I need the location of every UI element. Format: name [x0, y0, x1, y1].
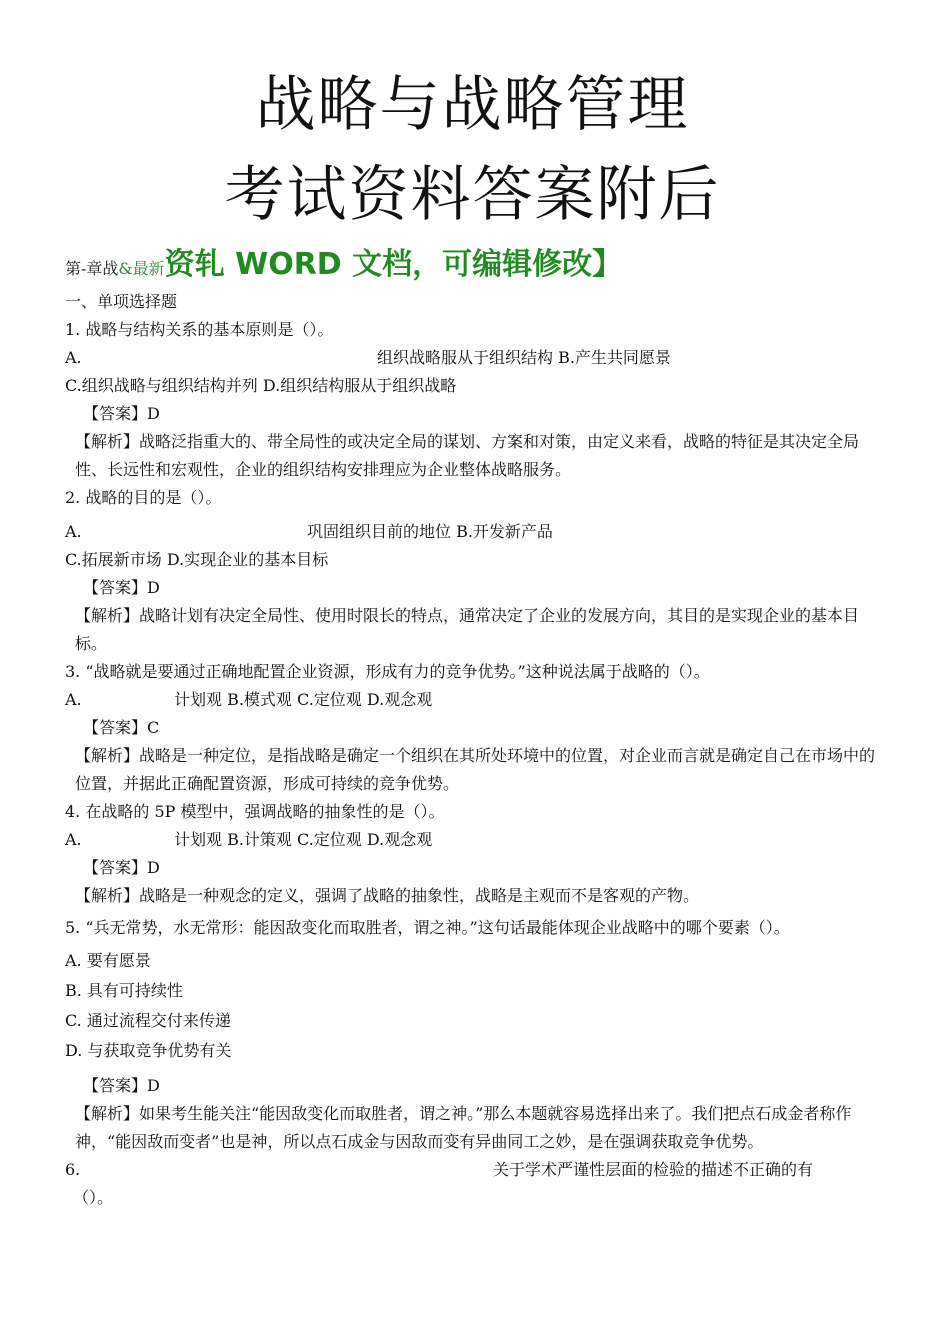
q1-opt-a-rest: 组织战略服从于组织结构 B.产生共同愿景 — [377, 348, 671, 367]
q3-opt-a-rest: 计划观 B.模式观 C.定位观 D.观念观 — [174, 690, 433, 709]
latest-label: &最新 — [118, 259, 165, 278]
q4-analysis: 【解析】战略是一种观念的定义，强调了战略的抽象性，战略是主观而不是客观的产物。 — [75, 886, 700, 905]
q5-options — [65, 946, 880, 1066]
q6-tail: （）。 — [73, 1188, 114, 1207]
q3-analysis: 【解析】战略是一种定位，是指战略是确定一个组织在其所处环境中的位置，对企业而言就是确定自己在市场中的位置，并据此正确配置资源，形成可持续的竞争优势。 — [75, 746, 876, 793]
document-title-line2: 考试资料答案附后 — [224, 160, 721, 230]
q6-stem: 关于学术严谨性层面的检验的描述不正确的有 — [493, 1160, 814, 1179]
q1-analysis: 【解析】战略泛指重大的、带全局性的或决定全局的谋划、方案和对策，由定义来看，战略的特征是其决定全局性、长远性和宏观性，企业的组织结构安排理应为企业整体战略服务。 — [75, 432, 860, 479]
q6-number: 6. — [65, 1160, 81, 1179]
q5-analysis: 【解析】如果考生能关注“能因敌变化而取胜者，谓之神。”那么本题就容易选择出来了。我们把点石成金者称作神，“能因敌而变者”也是神，所以点石成金与因敌而变有异曲同工之妙，是在强调获取竞争优势。 — [75, 1104, 852, 1151]
q4-answer: 【答案】D — [83, 858, 160, 877]
word-doc-banner: 资轧 WORD 文档，可编辑修改】 — [164, 247, 623, 282]
q1-stem: 1. 战略与结构关系的基本原则是（）。 — [65, 320, 334, 339]
q2-options-line2: C.拓展新市场 D.实现企业的基本目标 — [65, 550, 329, 569]
q1-opt-a-label: A. — [65, 348, 82, 367]
q2-stem: 2. 战略的目的是（）。 — [65, 488, 222, 507]
q2-analysis: 【解析】战略计划有决定全局性、使用时限长的特点，通常决定了企业的发展方向，其目的是实现企业的基本目标。 — [75, 606, 860, 653]
q5-option-b: B. 具有可持续性 — [65, 981, 183, 1000]
document-title-line1: 战略与战略管理 — [255, 70, 690, 140]
q5-stem: 5. “兵无常势，水无常形：能因敌变化而取胜者，谓之神。”这句话最能体现企业战略中的哪个要素（）。 — [65, 918, 790, 937]
q6-stem-line — [65, 1156, 880, 1184]
q3-answer: 【答案】C — [83, 718, 160, 737]
q5-option-d: D. 与获取竞争优势有关 — [65, 1041, 232, 1060]
q2-options-line1 — [65, 518, 880, 546]
q2-opt-a-label: A. — [65, 522, 82, 541]
q3-opt-a-label: A. — [65, 690, 82, 709]
q5-option-c: C. 通过流程交付来传递 — [65, 1011, 231, 1030]
chapter-label: 第-章战 — [65, 259, 119, 278]
chapter-banner — [65, 242, 880, 288]
q5-option-a: A. 要有愿景 — [65, 951, 151, 970]
q1-options-line1 — [65, 344, 880, 372]
q2-answer: 【答案】D — [83, 578, 160, 597]
q1-options-line2: C.组织战略与组织结构并列 D.组织结构服从于组织战略 — [65, 376, 457, 395]
q4-opt-a-rest: 计划观 B.计策观 C.定位观 D.观念观 — [174, 830, 433, 849]
q3-stem: 3. “战略就是要通过正确地配置企业资源，形成有力的竞争优势。”这种说法属于战略的（）。 — [65, 662, 710, 681]
q3-options — [65, 686, 880, 714]
q4-options — [65, 826, 880, 854]
q1-answer: 【答案】D — [83, 404, 160, 423]
q4-opt-a-label: A. — [65, 830, 82, 849]
section-heading: 一、单项选择题 — [65, 292, 178, 311]
q4-stem: 4. 在战略的 5P 模型中，强调战略的抽象性的是（）。 — [65, 802, 445, 821]
q2-opt-a-rest: 巩固组织目前的地位 B.开发新产品 — [307, 522, 553, 541]
q5-answer: 【答案】D — [83, 1076, 160, 1095]
